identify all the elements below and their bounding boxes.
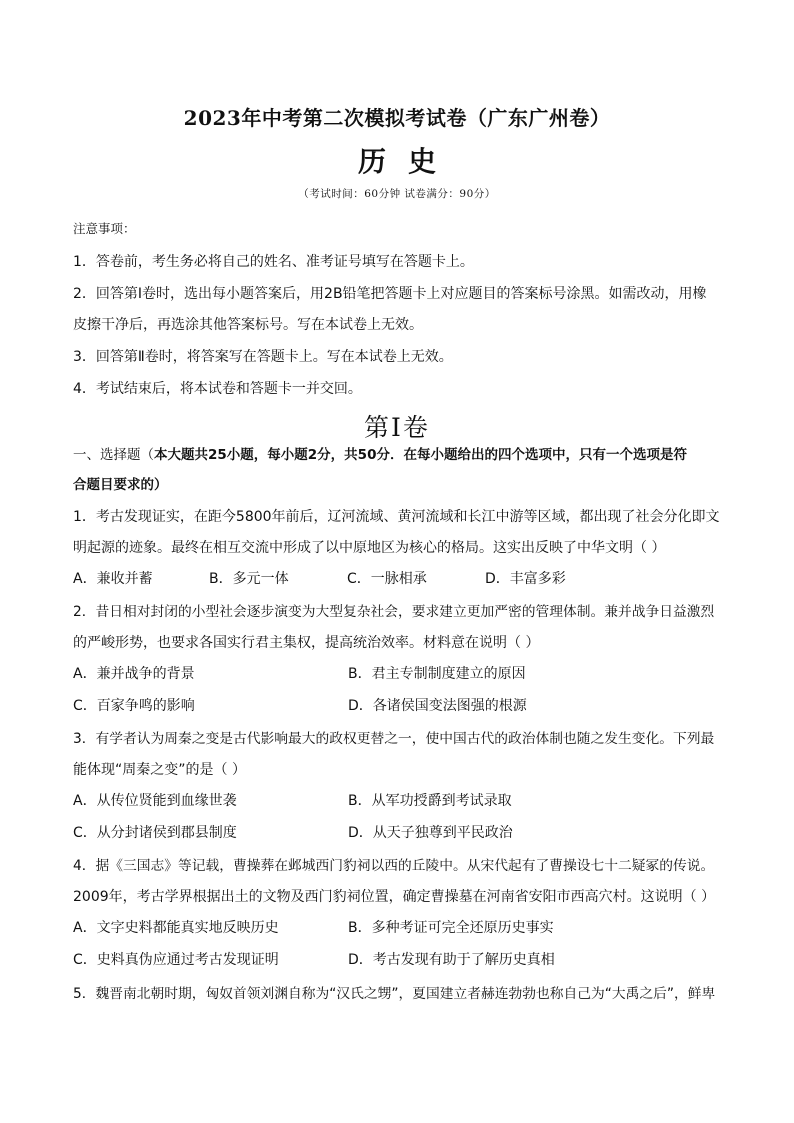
notice-line: 4．考试结束后，将本试卷和答题卡一并交回。 (73, 381, 362, 397)
question-4-stem: 2009年，考古学界根据出土的文物及西门豹祠位置，确定曹操墓在河南省安阳市西高穴村。这说明（ ） (73, 889, 716, 905)
question-3-stem: 能体现“周秦之变”的是（ ） (73, 762, 246, 778)
option-d: D．从天子独尊到平民政治 (348, 825, 513, 841)
option-a: A．文字史料都能真实地反映历史 (73, 920, 279, 936)
option-c: C．史料真伪应通过考古发现证明 (73, 952, 279, 968)
part-heading: 第Ⅰ卷 (364, 413, 430, 442)
notice-line: 3．回答第Ⅱ卷时，将答案写在答题卡上。写在本试卷上无效。 (73, 349, 453, 365)
subject-title: 历史 (357, 145, 458, 178)
option-a: A．从传位贤能到血缘世袭 (73, 793, 237, 809)
question-1-stem: 明起源的迹象。最终在相互交流中形成了以中原地区为核心的格局。这实出反映了中华文明（ ） (73, 540, 666, 556)
option-a: A．兼并战争的背景 (73, 666, 195, 682)
option-b: B．君主专制制度建立的原因 (348, 666, 526, 682)
section-line2: 合题目要求的） (73, 477, 168, 493)
question-2-stem: 的严峻形势，也要求各国实行君主集权，提高统治效率。材料意在说明（ ） (73, 635, 540, 651)
notice-line: 皮擦干净后，再选涂其他答案标号。写在本试卷上无效。 (73, 317, 423, 333)
question-4-stem: 4．据《三国志》等记载，曹操葬在邺城西门豹祠以西的丘陵中。从宋代起有了曹操设七十二疑冢的传说。 (73, 858, 715, 874)
section-heading-line2 (73, 473, 168, 493)
notice-heading: 注意事项： (73, 221, 136, 236)
option-b: B．多种考证可完全还原历史事实 (348, 920, 554, 936)
option-a: A．兼收并蓄 (73, 571, 153, 587)
option-c: C．一脉相承 (347, 571, 427, 587)
option-c: C．从分封诸侯到郡县制度 (73, 825, 237, 841)
question-3-stem: 3．有学者认为周秦之变是古代影响最大的政权更替之一，使中国古代的政治体制也随之发生变化。下列最 (73, 731, 715, 747)
question-5-stem: 5．魏晋南北朝时期，匈奴首领刘渊自称为“汉氏之甥”，夏国建立者赫连勃勃也称自己为“大禹之后”，鲜卑 (73, 986, 716, 1002)
option-b: B．多元一体 (209, 571, 289, 587)
exam-meta: （考试时间：60分钟 试卷满分：90分） (298, 188, 496, 200)
question-1-stem: 1．考古发现证实，在距今5800年前后，辽河流域、黄河流域和长江中游等区域，都出现了社会分化即文 (73, 509, 720, 525)
section-bold: 本大题共25小题，每小题2分，共50分．在每小题给出的四个选项中，只有一个选项是符 (154, 447, 687, 463)
option-b: B．从军功授爵到考试录取 (348, 793, 512, 809)
section-heading (73, 443, 687, 463)
option-c: C．百家争鸣的影响 (73, 698, 195, 714)
option-d: D．考古发现有助于了解历史真相 (348, 952, 555, 968)
option-d: D．各诸侯国变法图强的根源 (348, 698, 527, 714)
exam-title: 2023年中考第二次模拟考试卷（广东广州卷） (183, 106, 611, 130)
section-prefix: 一、选择题（ (73, 447, 154, 463)
question-2-stem: 2．昔日相对封闭的小型社会逐步演变为大型复杂社会，要求建立更加严密的管理体制。兼并战争日益激烈 (73, 604, 715, 620)
option-d: D．丰富多彩 (485, 571, 566, 587)
notice-line: 1．答卷前，考生务必将自己的姓名、准考证号填写在答题卡上。 (73, 254, 474, 270)
notice-line: 2．回答第Ⅰ卷时，选出每小题答案后，用2B铅笔把答题卡上对应题目的答案标号涂黑。如需改动，用橡 (73, 286, 707, 302)
